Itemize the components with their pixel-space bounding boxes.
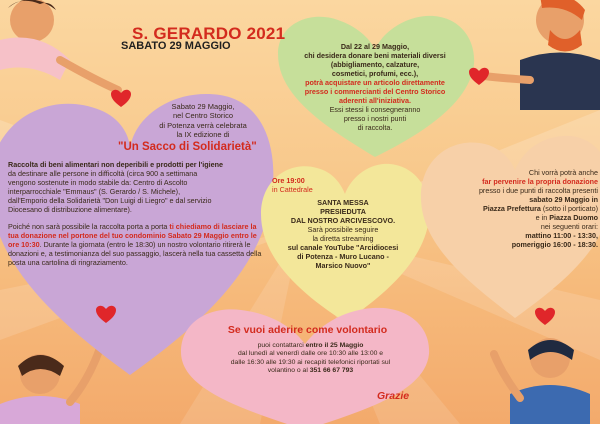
person-right-top <box>470 0 600 110</box>
para1-line: da destinare alle persone in difficoltà (circa 900 a settimana <box>8 169 198 178</box>
thanks-label: Grazie <box>377 390 410 402</box>
person-right-bottom <box>480 314 600 424</box>
para2-text-end: . Durante la giornata (entro le 18:30) un nostro volontario ritirerà le donazioni e, a testimonianza del suo passaggio, lascerà nella tua cassetta della posta una cartolina di ringraziamento. <box>8 240 262 267</box>
mass-line: PRESIEDUTA <box>320 207 366 216</box>
mass-line: SANTA MESSA <box>317 198 369 207</box>
volunteer-line: puoi contattarci <box>257 342 306 349</box>
middle-heart-text <box>268 176 418 270</box>
heart-icon <box>95 304 117 324</box>
para2-deadline: Sabato 29 Maggio entro le ore 10:30 <box>8 231 257 249</box>
hours-morning: mattino 11:00 - 13:30, <box>525 231 598 240</box>
para1-bold: Raccolta di beni alimentari non deperibili e prodotti per l'igiene <box>8 160 223 169</box>
left-heart-para1 <box>8 160 273 214</box>
para1-line: dall'Emporio della Solidarietà "Don Luigi di Liegro" e dal servizio <box>8 196 212 205</box>
top-line: presso i nostri punti <box>343 114 407 123</box>
place-prefettura: Piazza Prefettura <box>482 204 541 213</box>
page-title: S. GERARDO 2021 <box>132 24 286 43</box>
top-line: Dal 22 al 29 Maggio, <box>340 42 410 51</box>
top-line-highlight: potrà acquistare un articolo direttamente <box>305 78 445 87</box>
page-subtitle: SABATO 29 MAGGIO <box>121 40 231 52</box>
right-line: presso i due punti di raccolta presenti <box>478 186 598 195</box>
top-line-highlight: presso i commercianti del Centro Storico <box>304 87 446 96</box>
intro-line: di Potenza verrà celebrata <box>159 120 247 130</box>
top-line: chi desidera donare beni materiali diversi <box>304 51 446 60</box>
mass-line: DAL NOSTRO ARCIVESCOVO. <box>290 216 396 225</box>
right-line: Chi vorrà potrà anche <box>528 168 598 177</box>
hours-intro: nei seguenti orari: <box>540 222 598 231</box>
top-line: (abbigliamento, calzature, <box>330 60 420 69</box>
volunteer-line: volantino o al <box>267 367 310 375</box>
heart-icon <box>534 306 556 326</box>
para2-highlight: ti chiediamo di lasciare la tua donazione nel portone del tuo condominio <box>8 222 257 240</box>
stream-line: la diretta streaming <box>312 234 374 243</box>
volunteer-text <box>208 342 413 376</box>
place-note: (sotto il porticato) <box>540 204 598 213</box>
volunteer-phone: 351 66 67 793 <box>309 367 354 375</box>
channel-line: di Potenza - Muro Lucano - <box>297 252 389 261</box>
left-heart-intro <box>128 102 278 140</box>
hours-afternoon: pomeriggio 16:00 - 18:30. <box>511 240 598 249</box>
heart-icon <box>468 66 490 86</box>
left-heart-para2 <box>8 222 268 267</box>
para1-line: interparrocchiale "Emmaus" (S. Gerardo / S. Michele), <box>8 187 181 196</box>
para1-line: Diocesano di distribuzione alimentare). <box>8 205 132 214</box>
channel-line: sul canale YouTube "Arcidiocesi <box>287 243 399 252</box>
top-line: di raccolta. <box>357 123 393 132</box>
top-heart-text <box>290 42 460 132</box>
mass-time: Ore 19:00 <box>272 176 305 185</box>
volunteer-title: Se vuoi aderire come volontario <box>227 324 388 336</box>
event-name: "Un Sacco di Solidarietà" <box>118 141 257 153</box>
volunteer-line: dal lunedì al venerdì dalle ore 10:30 alle 13:00 e <box>237 350 384 358</box>
right-date: sabato 29 Maggio in <box>529 195 598 204</box>
volunteer-line: dalle 16:30 alle 19:30 ai recapiti telefonici riportati sul <box>230 358 391 366</box>
top-line: Essi stessi li consegneranno <box>329 105 421 114</box>
channel-line: Marsico Nuovo" <box>315 261 371 270</box>
stream-line: Sarà possibile seguire <box>307 225 379 234</box>
mass-place: in Cattedrale <box>272 185 313 194</box>
top-line: cosmetici, profumi, ecc.), <box>331 69 419 78</box>
para2-text: Poiché non sarà possibile la raccolta porta a porta <box>8 222 170 231</box>
place-pre: e in <box>535 213 550 222</box>
intro-line: Sabato 29 Maggio, <box>171 102 235 111</box>
volunteer-deadline: entro il 25 Maggio <box>305 342 364 349</box>
intro-line: la IX edizione di <box>176 130 230 140</box>
right-heart-text <box>430 168 598 249</box>
place-duomo: Piazza Duomo <box>549 213 598 222</box>
right-line-highlight: far pervenire la propria donazione <box>482 177 598 186</box>
para1-line: vengono sostenute in modo stabile da: Centro di Ascolto <box>8 178 188 187</box>
top-line-highlight: aderenti all'iniziativa. <box>338 96 411 105</box>
intro-line: nel Centro Storico <box>172 111 234 121</box>
